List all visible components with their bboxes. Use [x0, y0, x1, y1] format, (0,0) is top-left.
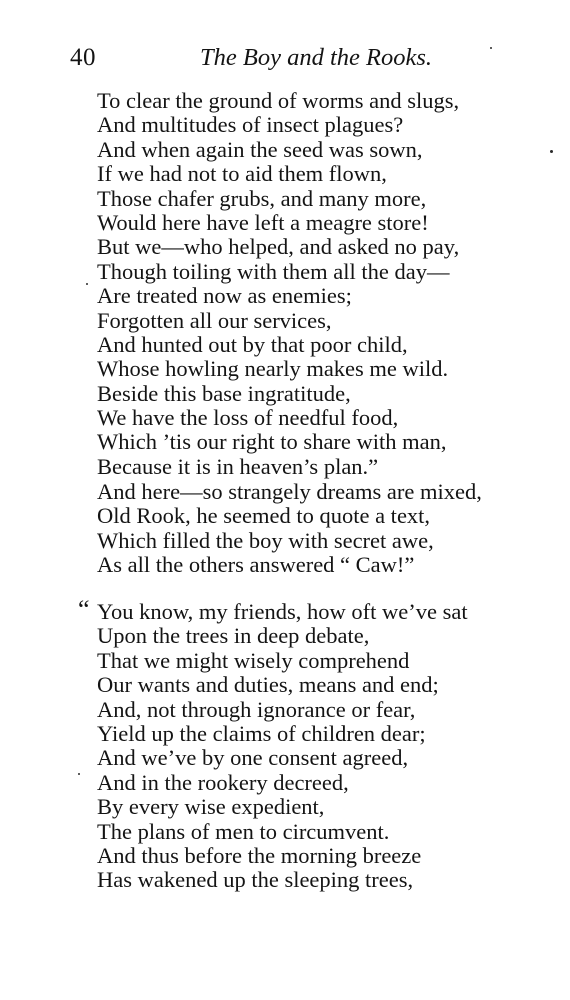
verse-line: That we might wisely comprehend [97, 647, 410, 673]
verse-line: If we had not to aid them flown, [97, 161, 387, 187]
verse-line: And in the rookery decreed, [97, 769, 349, 795]
verse-line: And multitudes of insect plagues? [97, 112, 404, 138]
running-head [0, 38, 570, 78]
verse-line: Which ’tis our right to share with man, [97, 429, 447, 455]
verse-line: Are treated now as enemies; [97, 283, 352, 309]
verse-line: Yield up the claims of children dear; [97, 720, 426, 746]
verse-line: Those chafer grubs, and many more, [97, 185, 427, 211]
verse-line: Whose howling nearly makes me wild. [97, 356, 449, 382]
verse-line: Forgotten all our services, [97, 307, 332, 333]
verse-line: And here—so strangely dreams are mixed, [97, 479, 482, 504]
stanza-1 [97, 89, 557, 479]
verse-line: And, not through ignorance or fear, [97, 696, 416, 722]
running-title: The Boy and the Rooks. [200, 44, 433, 71]
verse-line: To clear the ground of worms and slugs, [97, 88, 460, 113]
stanza-2 [97, 480, 557, 578]
verse-line: Which filled the boy with secret awe, [97, 527, 434, 553]
stanza-3 [97, 600, 557, 893]
opening-quote-mark: “ [78, 595, 90, 624]
verse-line: But we—who helped, and asked no pay, [97, 234, 460, 260]
verse-line: And when again the seed was sown, [97, 136, 423, 162]
print-speck [86, 283, 88, 285]
verse-line: Upon the trees in deep debate, [97, 623, 370, 649]
verse-line: Though toiling with them all the day— [97, 258, 450, 284]
verse-line: Would here have left a meagre store! [97, 209, 429, 235]
verse-line: By every wise expedient, [97, 794, 325, 820]
verse-line: Old Rook, he seemed to quote a text, [97, 503, 431, 529]
verse-line: Has wakened up the sleeping trees, [97, 867, 414, 893]
verse-line: And hunted out by that poor child, [97, 331, 408, 357]
verse-line: Beside this base ingratitude, [97, 380, 351, 406]
verse-line: Because it is in heaven’s plan.” [97, 453, 379, 479]
page-number: 40 [70, 44, 96, 71]
verse-line: As all the others answered “ Caw!” [97, 552, 415, 578]
verse-line: And we’ve by one consent agreed, [97, 745, 409, 771]
print-speck [78, 773, 80, 775]
verse-line: And thus before the morning breeze [97, 842, 422, 868]
verse-line: The plans of men to circumvent. [97, 818, 390, 844]
verse-line: You know, my friends, how oft we’ve sat [97, 599, 468, 624]
print-speck [490, 47, 492, 49]
verse-line: We have the loss of needful food, [97, 405, 399, 431]
verse-line: Our wants and duties, means and end; [97, 672, 439, 698]
